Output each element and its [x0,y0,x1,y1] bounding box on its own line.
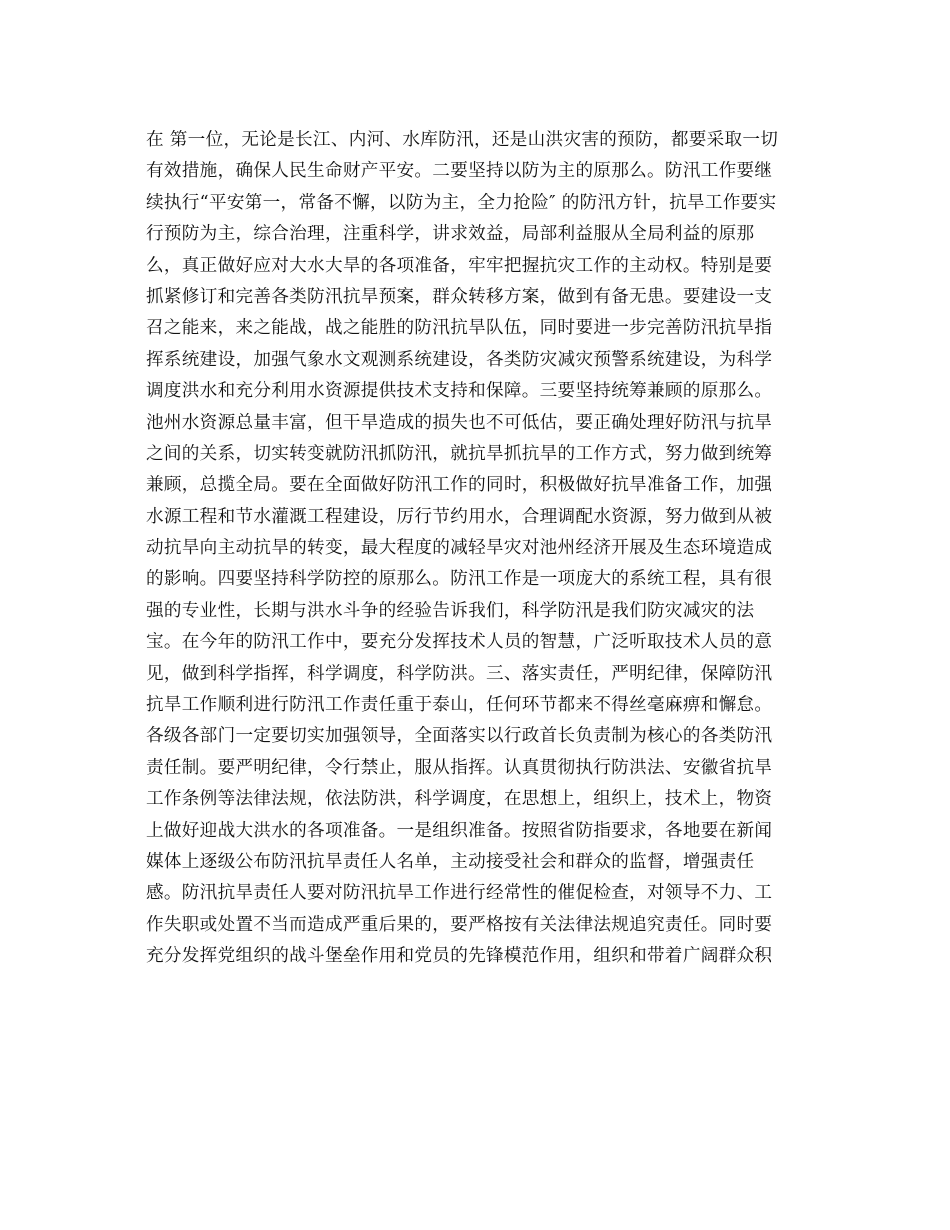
text-line: 池州水资源总量丰富，但干旱造成的损失也不可低估，要正确处理好防汛与抗旱 [146,412,773,433]
body-text [146,125,811,973]
text-line: 么，真正做好应对大水大旱的各项准备，牢牢把握抗灾工作的主动权。特别是要 [146,255,773,276]
text-line: 水源工程和节水灌溉工程建设，厉行节约用水，合理调配水资源，努力做到从被 [146,506,773,527]
text-line: 见，做到科学指挥，科学调度，科学防洪。三、落实责任，严明纪律，保障防汛 [146,663,773,684]
text-line: 有效措施，确保人民生命财产平安。二要坚持以防为主的原那么。防汛工作要继 [146,161,773,182]
text-line: 充分发挥党组织的战斗堡垒作用和党员的先锋模范作用，组织和带着广阔群众积 [146,946,773,967]
text-line: 的影响。四要坚持科学防控的原那么。防汛工作是一项庞大的系统工程，具有很 [146,569,773,590]
text-line: 之间的关系，切实转变就防汛抓防汛，就抗旱抓抗旱的工作方式，努力做到统筹 [146,443,773,464]
text-line: 宝。在今年的防汛工作中，要充分发挥技术人员的智慧，广泛听取技术人员的意 [146,632,773,653]
text-line: 强的专业性，长期与洪水斗争的经验告诉我们，科学防汛是我们防灾减灾的法 [146,600,755,621]
text-line: 挥系统建设，加强气象水文观测系统建设，各类防灾减灾预警系统建设，为科学 [146,349,773,370]
text-line: 抓紧修订和完善各类防汛抗旱预案，群众转移方案，做到有备无患。要建设一支 [146,286,773,307]
text-line: 在 第一位，无论是长江、内河、水库防汛，还是山洪灾害的预防，都要采取一切 [146,130,779,150]
text-line: 工作条例等法律法规，依法防洪，科学调度，在思想上，组织上，技术上，物资 [146,789,773,810]
text-line: 行预防为主，综合治理，注重科学，讲求效益，局部利益服从全局利益的原那 [146,224,755,245]
text-line: 召之能来，来之能战，战之能胜的防汛抗旱队伍，同时要进一步完善防汛抗旱指 [146,318,773,339]
text-line: 续执行“平安第一，常备不懈，以防为主，全力抢险″ 的防汛方针，抗旱工作要实 [146,192,777,213]
text-line: 动抗旱向主动抗旱的转变，最大程度的减轻旱灾对池州经济开展及生态环境造成 [146,538,773,559]
text-line: 抗旱工作顺利进行防汛工作责任重于泰山，任何环节都来不得丝毫麻痹和懈怠。 [146,695,773,716]
text-line: 各级各部门一定要切实加强领导，全面落实以行政首长负责制为核心的各类防汛 [146,726,773,747]
text-line: 作失职或处置不当而造成严重后果的，要严格按有关法律法规追究责任。同时要 [146,914,773,935]
text-line: 感。防汛抗旱责任人要对防汛抗旱工作进行经常性的催促检查，对领导不力、工 [146,883,773,904]
text-line: 媒体上逐级公布防汛抗旱责任人名单，主动接受社会和群众的监督，增强责任 [146,851,755,872]
text-line: 责任制。要严明纪律，令行禁止，服从指挥。认真贯彻执行防洪法、安徽省抗旱 [146,757,773,778]
text-line: 兼顾，总揽全局。要在全面做好防汛工作的同时，积极做好抗旱准备工作，加强 [146,475,773,496]
text-line: 调度洪水和充分利用水资源提供技术支持和保障。三要坚持统筹兼顾的原那么。 [146,381,773,402]
text-line: 上做好迎战大洪水的各项准备。一是组织准备。按照省防指要求，各地要在新闻 [146,820,773,841]
